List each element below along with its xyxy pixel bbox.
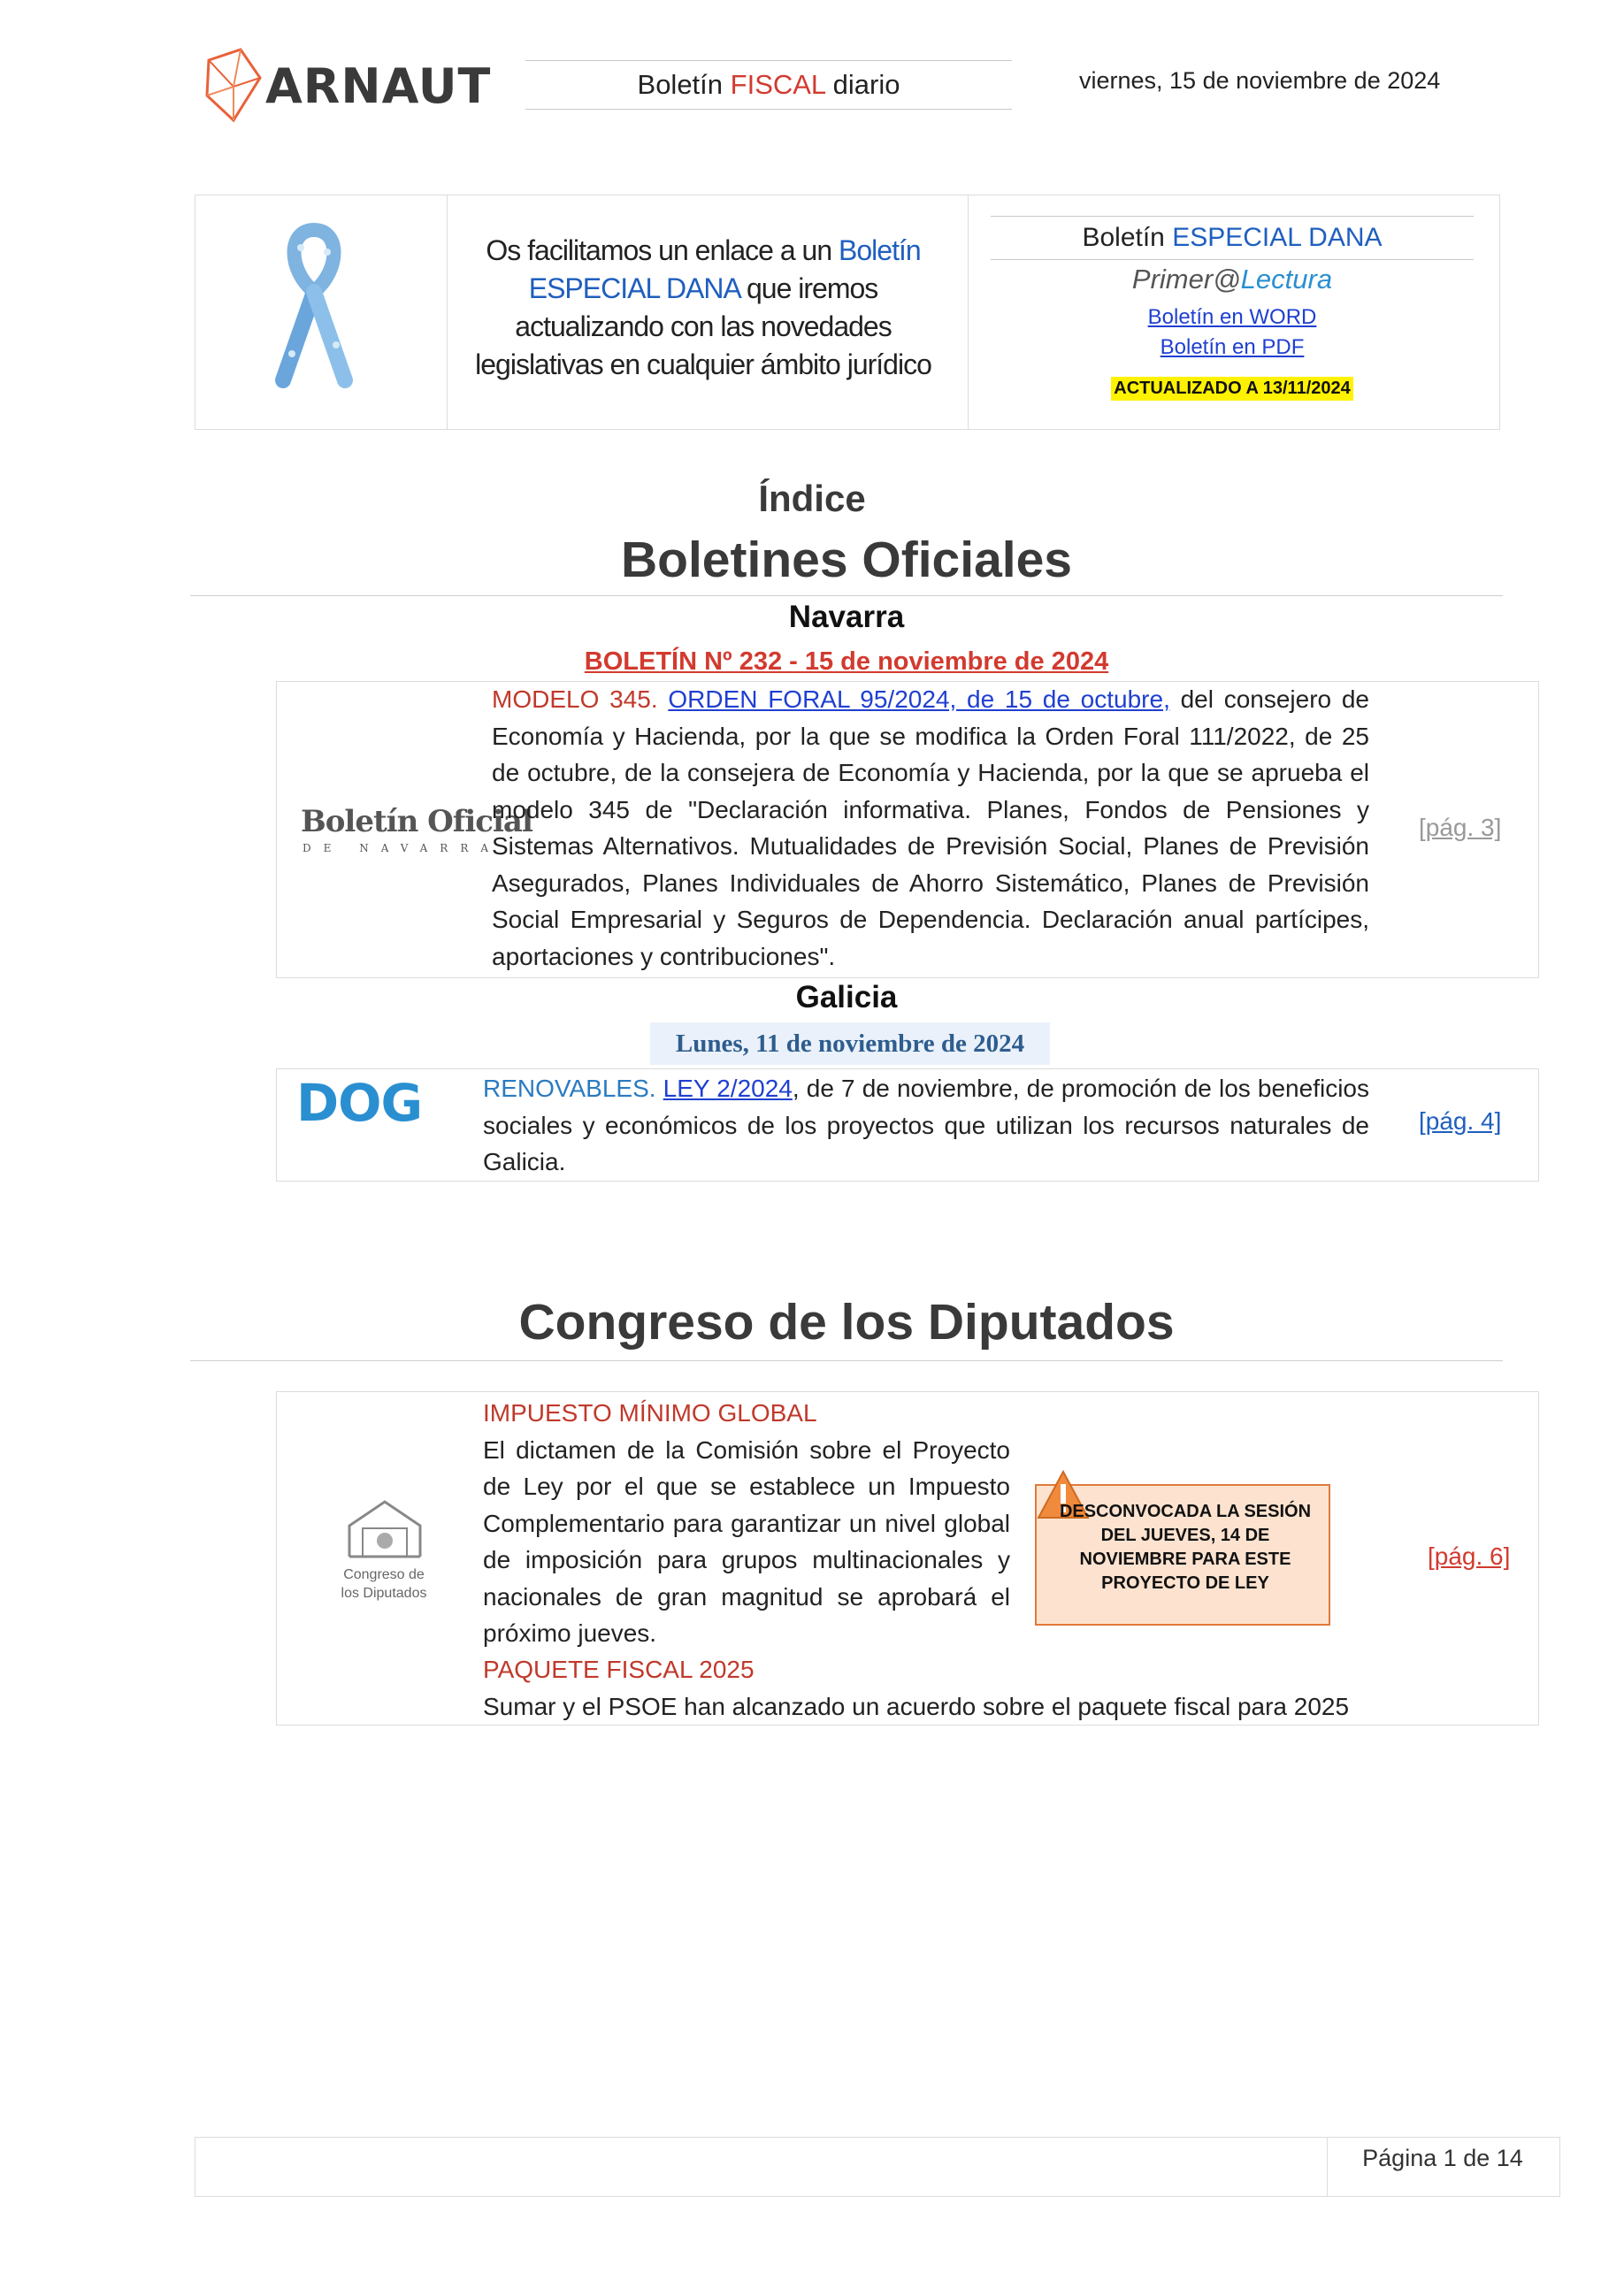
dana-word-link[interactable]: Boletín en WORD bbox=[1147, 305, 1317, 329]
bulletin-title: Boletín FISCAL diario bbox=[525, 60, 1012, 110]
congreso-logo-caption: Congreso de los Diputados bbox=[341, 1567, 427, 1601]
impuesto-minimo-keyword: IMPUESTO MÍNIMO GLOBAL bbox=[483, 1399, 817, 1427]
region-navarra: Navarra bbox=[788, 600, 905, 634]
paquete-fiscal-body: Sumar y el PSOE han alcanzado un acuerdo sobre el paquete fiscal para 2025 bbox=[483, 1692, 1350, 1720]
dana-message: Os facilitamos un enlace a un Boletín ESPECIAL DANA que iremos actualizando con las novedades legislativas en cualquier ámbito jurídico bbox=[475, 234, 931, 380]
congreso-entry-text bbox=[483, 1395, 1010, 1652]
dana-divider bbox=[447, 195, 448, 429]
galicia-page-link[interactable]: [pág. 4] bbox=[1419, 1107, 1502, 1135]
warning-text: DESCONVOCADA LA SESIÓN DEL JUEVES, 14 DE NOVIEMBRE PARA ESTE PROYECTO DE LEY bbox=[1059, 1502, 1312, 1593]
boletines-heading: Boletines Oficiales bbox=[620, 532, 1073, 588]
dana-links-panel bbox=[991, 216, 1474, 401]
arnaut-logo-text: ARNAUT bbox=[265, 58, 492, 114]
page-number: Página 1 de 14 bbox=[1362, 2145, 1523, 2171]
dog-logo: DOG bbox=[296, 1073, 423, 1133]
dana-title: Boletín ESPECIAL DANA bbox=[991, 216, 1474, 260]
orden-foral-link[interactable]: ORDEN FORAL 95/2024, de 15 de octubre, bbox=[668, 685, 1170, 713]
dana-divider bbox=[968, 195, 969, 429]
congreso-page-link[interactable]: [pág. 6] bbox=[1428, 1542, 1511, 1570]
bon-logo-subtitle: DE NAVARRA bbox=[303, 842, 502, 854]
navarra-boletin-link[interactable]: BOLETÍN Nº 232 - 15 de noviembre de 2024 bbox=[584, 647, 1109, 676]
dana-pdf-link[interactable]: Boletín en PDF bbox=[1160, 335, 1305, 359]
bulletin-date: viernes, 15 de noviembre de 2024 bbox=[1079, 67, 1441, 94]
galicia-entry-text: RENOVABLES. LEY 2/2024, de 7 de noviembre, de promoción de los beneficios sociales y económicos de los proyectos que utilizan los recursos naturales de Galicia. bbox=[483, 1075, 1369, 1175]
dana-updated-badge: ACTUALIZADO A 13/11/2024 bbox=[1111, 377, 1353, 401]
primer-lectura-logo: Primer@Lectura bbox=[1131, 264, 1333, 295]
bon-logo-title: Boletín Oficial bbox=[301, 804, 532, 839]
navarra-entry-text: MODELO 345. ORDEN FORAL 95/2024, de 15 de octubre, del consejero de Economía y Hacienda, por la que se modifica la Orden Foral 111/2022, de 25 de octubre, de la consejera de Economía y Hacienda, por la que se aprueba el modelo 345 de "Declaración informativa. Planes, Fondos de Pensiones y Sistemas Alternativos. Mutualidades de Previsión Social, Planes de Previsión Asegurados, Planes Individuales de Ahorro Sistemático, Planes de Previsión Social Empresarial y Seguros de Dependencia. Declaración anual partícipes, aportaciones y contribuciones". bbox=[492, 685, 1369, 970]
congreso-heading: Congreso de los Diputados bbox=[518, 1294, 1175, 1351]
region-galicia: Galicia bbox=[795, 980, 898, 1014]
ley-link[interactable]: LEY 2/2024 bbox=[663, 1075, 793, 1102]
navarra-page-link[interactable]: [pág. 3] bbox=[1419, 814, 1502, 841]
ribbon-icon bbox=[265, 221, 363, 389]
impuesto-minimo-text: El dictamen de la Comisión sobre el Proyecto de Ley por el que se establece un Impuesto Complementario para garantizar un nivel global de imposición para grupos multinacionales y nacionales de gran magnitud se aprobará el próximo jueves. bbox=[483, 1435, 1010, 1647]
paquete-fiscal-keyword: PAQUETE FISCAL 2025 bbox=[483, 1656, 755, 1683]
section-rule bbox=[190, 595, 1503, 596]
index-heading: Índice bbox=[758, 478, 866, 519]
galicia-date-badge: Lunes, 11 de noviembre de 2024 bbox=[650, 1022, 1050, 1065]
section-rule bbox=[190, 1360, 1503, 1361]
paquete-fiscal-text bbox=[483, 1651, 1367, 1725]
